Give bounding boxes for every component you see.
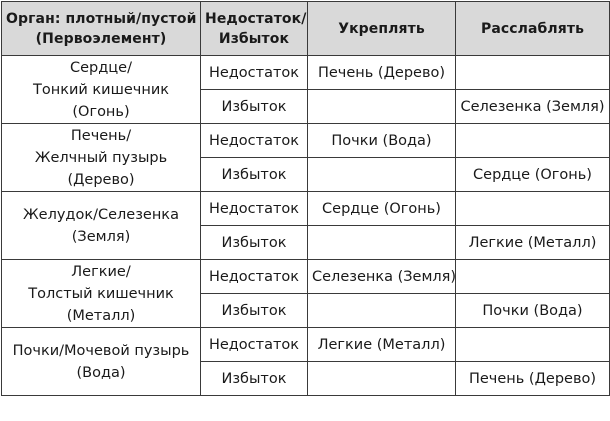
organ-line: Печень/ — [70, 127, 132, 144]
strengthen-cell: Легкие (Металл) — [308, 328, 456, 362]
state-cell: Недостаток — [201, 124, 308, 158]
table-row-deficiency — [2, 124, 610, 158]
strengthen-cell: Сердце (Огонь) — [308, 192, 456, 226]
table-row-deficiency — [2, 192, 610, 226]
strengthen-cell — [308, 158, 456, 192]
relax-cell — [456, 56, 610, 90]
table-body — [2, 56, 610, 396]
organ-line: Тонкий кишечник — [32, 81, 170, 98]
header-organ-line1: Орган: плотный/пустой — [6, 10, 197, 27]
state-cell: Избыток — [201, 158, 308, 192]
five-elements-table — [1, 1, 610, 396]
table-row-deficiency — [2, 56, 610, 90]
state-cell: Недостаток — [201, 260, 308, 294]
header-organ-line2: (Первоэлемент) — [35, 30, 167, 47]
header-organ — [2, 2, 201, 56]
organ-line: (Огонь) — [72, 103, 130, 120]
strengthen-cell — [308, 362, 456, 396]
header-strengthen: Укреплять — [308, 2, 456, 56]
strengthen-cell: Печень (Дерево) — [308, 56, 456, 90]
organ-line: Легкие/ — [71, 263, 131, 280]
organ-cell — [2, 124, 201, 192]
table-header — [2, 2, 610, 56]
state-cell: Недостаток — [201, 56, 308, 90]
state-cell: Избыток — [201, 362, 308, 396]
relax-cell — [456, 124, 610, 158]
relax-cell — [456, 192, 610, 226]
strengthen-cell — [308, 294, 456, 328]
organ-line: Желчный пузырь — [34, 149, 168, 166]
state-cell: Недостаток — [201, 328, 308, 362]
organ-cell — [2, 328, 201, 396]
state-cell: Избыток — [201, 226, 308, 260]
header-state — [201, 2, 308, 56]
relax-cell: Почки (Вода) — [456, 294, 610, 328]
strengthen-cell: Почки (Вода) — [308, 124, 456, 158]
organ-cell — [2, 260, 201, 328]
relax-cell — [456, 328, 610, 362]
relax-cell: Сердце (Огонь) — [456, 158, 610, 192]
relax-cell: Легкие (Металл) — [456, 226, 610, 260]
organ-line: (Вода) — [76, 364, 126, 381]
organ-line: (Земля) — [71, 228, 131, 245]
organ-line: (Металл) — [66, 307, 136, 324]
strengthen-cell — [308, 226, 456, 260]
organ-line: Желудок/Селезенка — [23, 206, 179, 223]
relax-cell — [456, 260, 610, 294]
state-cell: Недостаток — [201, 192, 308, 226]
organ-line: Толстый кишечник — [28, 285, 174, 302]
organ-line: (Дерево) — [67, 171, 135, 188]
header-state-line1: Недостаток/ — [205, 10, 307, 27]
header-row — [2, 2, 610, 56]
organ-line: Сердце/ — [70, 59, 132, 76]
table-row-deficiency — [2, 328, 610, 362]
strengthen-cell: Селезенка (Земля) — [308, 260, 456, 294]
relax-cell: Печень (Дерево) — [456, 362, 610, 396]
organ-cell — [2, 56, 201, 124]
state-cell: Избыток — [201, 90, 308, 124]
state-cell: Избыток — [201, 294, 308, 328]
relax-cell: Селезенка (Земля) — [456, 90, 610, 124]
header-state-line2: Избыток — [218, 30, 290, 47]
organ-line: Почки/Мочевой пузырь — [12, 342, 190, 359]
organ-cell — [2, 192, 201, 260]
strengthen-cell — [308, 90, 456, 124]
header-relax: Расслаблять — [456, 2, 610, 56]
table-row-deficiency — [2, 260, 610, 294]
